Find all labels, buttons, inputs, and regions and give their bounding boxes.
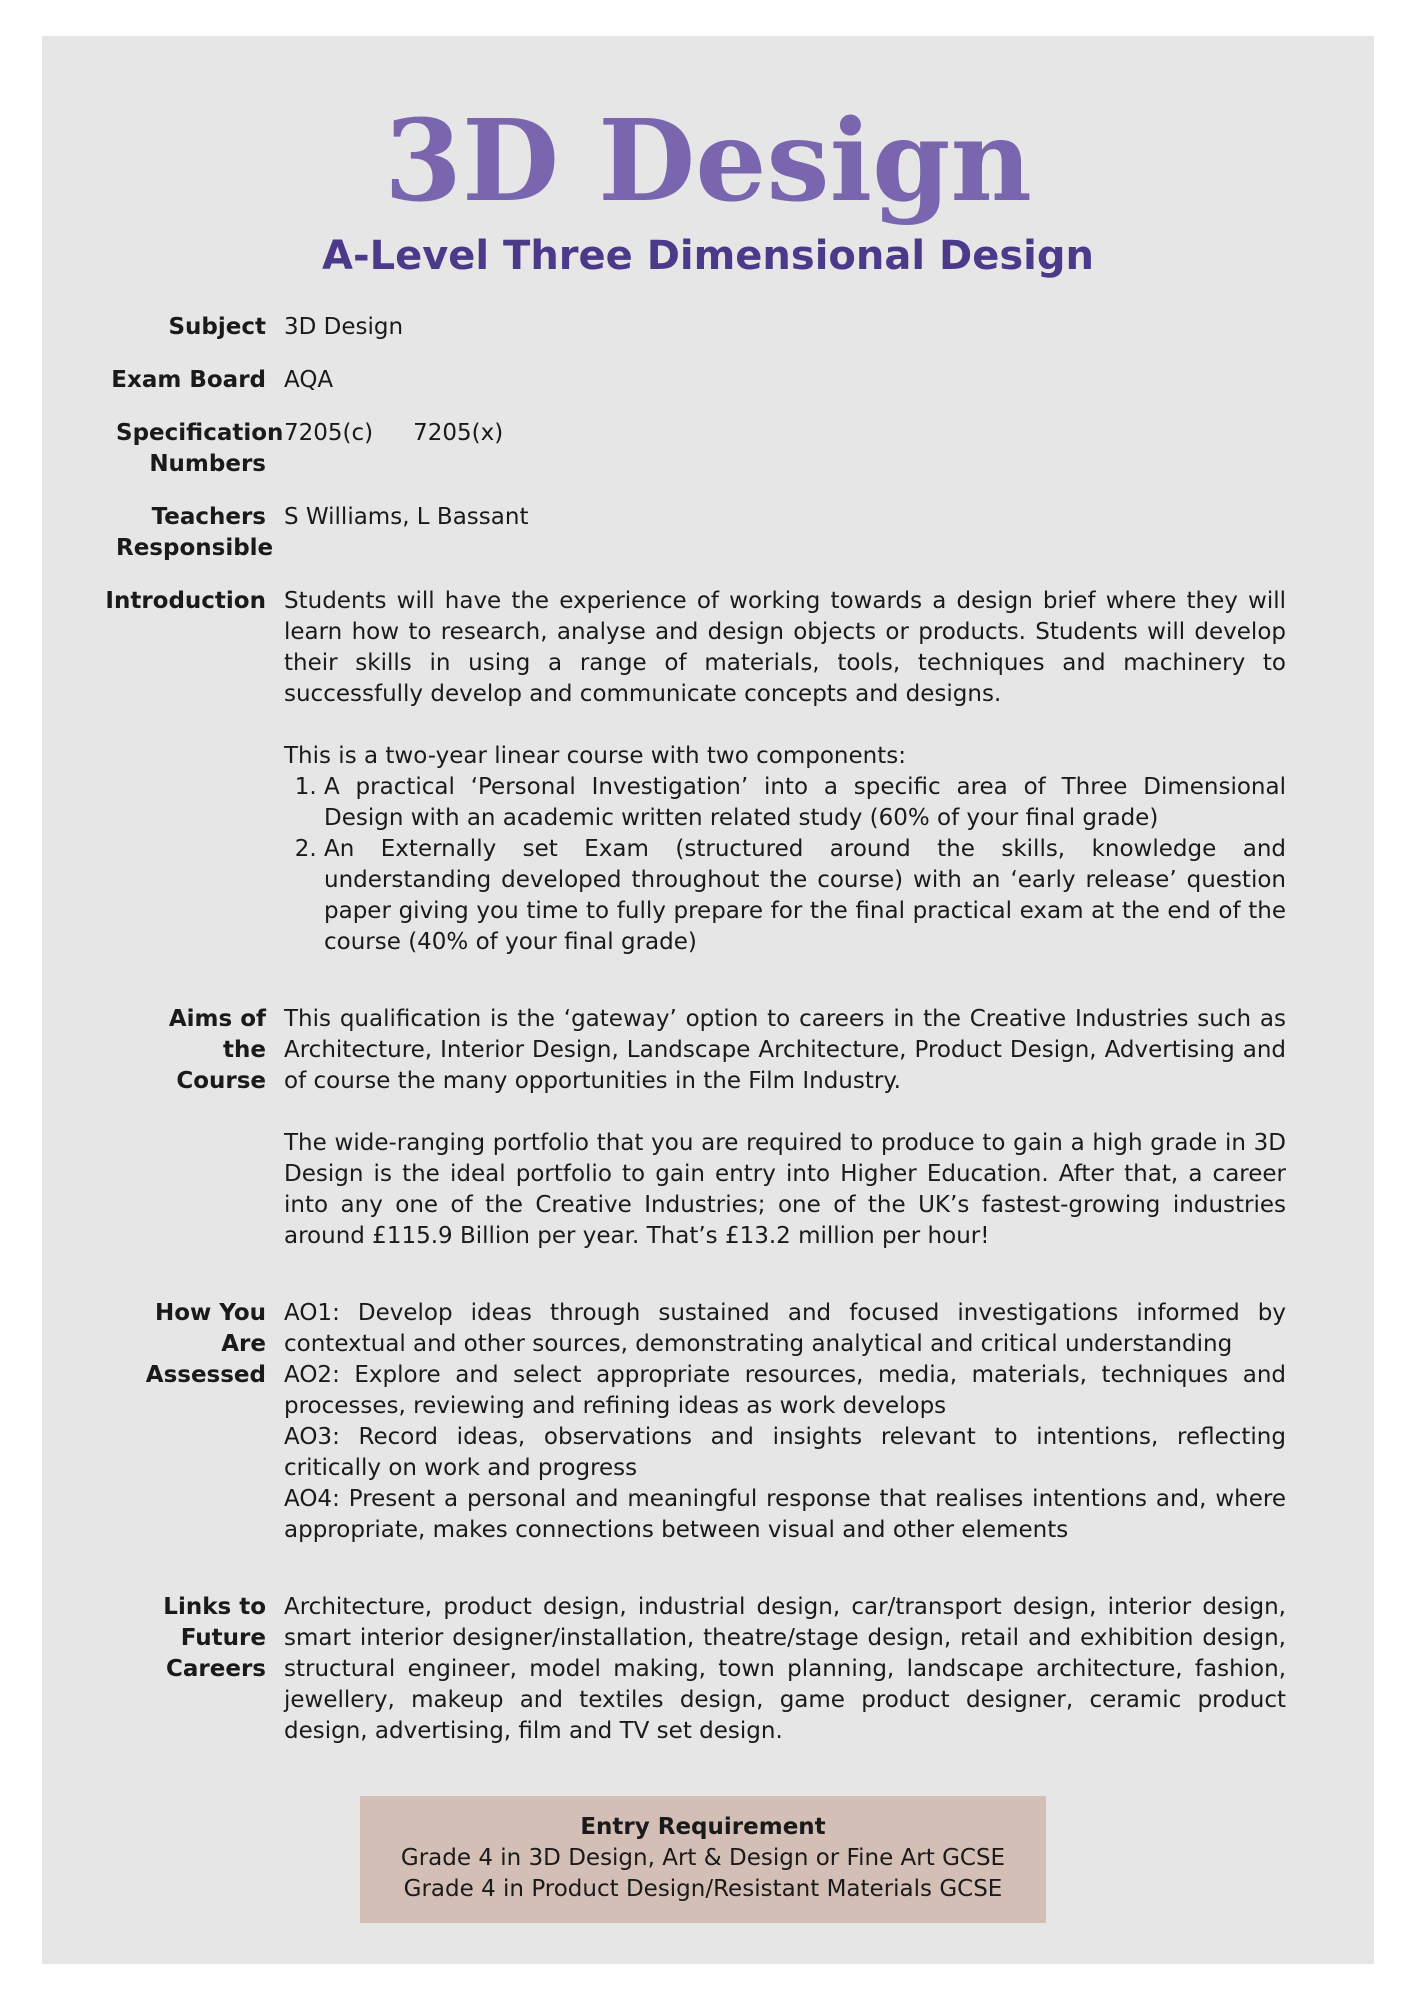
course-details [42,312,1374,1747]
introduction-paragraph: Students will have the experience of working towards a design brief where they will learn how to research, analyse and design objects or products. Students will develop their skills in using a range of materials, tools, techniques and machinery to successfully develop and communicate concepts and designs. [284,588,1286,707]
aims-paragraph: The wide-ranging portfolio that you are required to produce to gain a high grade in 3D Design is the ideal portfolio to gain entry into Higher Education. After that, a career into any one of the Creative Industries; one of the UK’s fastest-growing industries around £115.9 Billion per year. That’s £13.2 million per hour! [284,1130,1286,1249]
teachers-value: S Williams, L Bassant [284,504,529,530]
components-list [284,772,1286,958]
row-careers [42,1592,1374,1747]
specification-values [284,418,1286,449]
assessment-objective: AO3: Record ideas, observations and insights relevant to intentions, reflecting critically on work and progress [284,1424,1286,1481]
row-teachers [42,502,1374,564]
row-aims [42,1004,1374,1252]
spec-number-2: 7205(x) [413,420,504,446]
exam-board-value: AQA [284,367,334,393]
specification-label [42,418,284,480]
entry-requirement-title: Entry Requirement [580,1814,826,1840]
teachers-label-text: Teachers Responsible [116,504,274,561]
components-intro: This is a two-year linear course with two components: [284,743,906,769]
entry-requirement-line: Grade 4 in 3D Design, Art & Design or Fine Art GCSE [400,1845,1006,1871]
component-item: 2. An Externally set Exam (structured around the skills, knowledge and understanding developed throughout the course) with an ‘early release’ question paper giving you time to fully prepare for the final practical exam at the end of the course (40% of your final grade) [324,834,1286,958]
exam-board-label: Exam Board [111,367,266,393]
page-subtitle: A-Level Three Dimensional Design [322,233,1094,279]
careers-label [42,1592,266,1685]
aims-label [42,1004,266,1097]
assessment-objective: AO4: Present a personal and meaningful response that realises intentions and, where appropriate, makes connections between visual and other elements [284,1486,1286,1543]
spec-number-1: 7205(c) [284,420,374,446]
assessment-objectives [284,1298,1286,1546]
row-assessment [42,1298,1374,1546]
entry-requirement-line: Grade 4 in Product Design/Resistant Materials GCSE [403,1876,1003,1902]
row-exam-board [42,365,1374,396]
specification-label-text: Specification Numbers [116,420,284,477]
careers-value: Architecture, product design, industrial design, car/transport design, interior design, smart interior designer/installation, theatre/stage design, retail and exhibition design, structural engineer, model making, town planning, landscape architecture, fashion, jewellery, makeup and textiles design, game product designer, ceramic product design, advertising, film and TV set design. [284,1594,1286,1744]
subject-label: Subject [168,314,266,340]
teachers-label [42,502,274,564]
careers-label-text: Links to Future Careers [163,1594,266,1682]
page-panel [42,36,1374,1964]
assessment-objective: AO1: Develop ideas through sustained and focused investigations informed by contextual and other sources, demonstrating analytical and critical understanding [284,1300,1286,1357]
aims-paragraph: This qualification is the ‘gateway’ option to careers in the Creative Industries such as Architecture, Interior Design, Landscape Architecture, Product Design, Advertising and of course the many opportunities in the Film Industry. [284,1006,1286,1094]
introduction-label: Introduction [105,588,266,614]
subject-value: 3D Design [284,314,404,340]
page-title: 3D Design [384,96,1032,227]
row-introduction [42,586,1374,958]
assessment-label-text: How You Are Assessed [145,1300,266,1388]
row-subject [42,312,1374,343]
assessment-label [42,1298,266,1391]
introduction-content [284,586,1286,958]
assessment-objective: AO2: Explore and select appropriate resources, media, materials, techniques and processes, reviewing and refining ideas as work develops [284,1362,1286,1419]
entry-requirement-box [360,1796,1046,1923]
aims-label-text: Aims of the Course [168,1006,266,1094]
row-specification [42,418,1374,480]
component-item: 1. A practical ‘Personal Investigation’ into a specific area of Three Dimensional Design with an academic written related study (60% of your final grade) [324,772,1286,834]
aims-content [284,1004,1286,1252]
